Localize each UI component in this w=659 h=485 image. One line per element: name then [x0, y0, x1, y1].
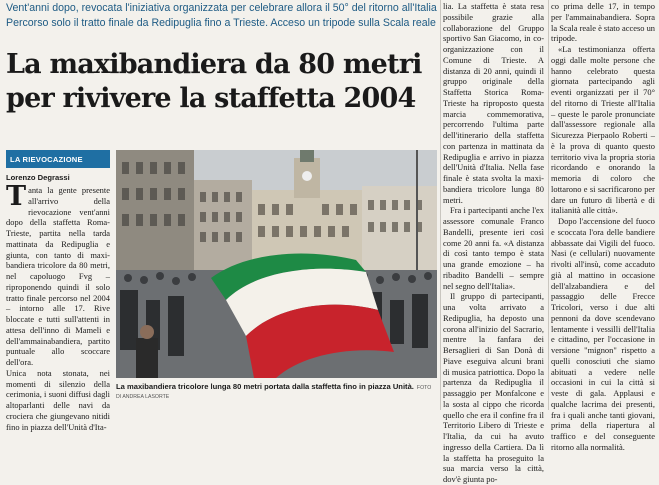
drop-cap: T — [6, 181, 27, 212]
paragraph: Fra i partecipanti anche l'ex assessore comunale Franco Bandelli, presente ieri così come 20 anni fa. «A distanza di così tanto tempo è stata una grande emozione – ha ribadito Bandelli – sempre nel segno dell'Italia». — [443, 205, 544, 291]
headline-line-2: per rivivere la staffetta 2004 — [6, 83, 416, 114]
article-column-4 — [551, 1, 656, 452]
photo-caption — [116, 382, 437, 400]
piazza-unita-photo — [116, 150, 437, 378]
article-kicker: Vent'anni dopo, revocata l'iniziativa organizzata per celebrare allora il 50° del ritorno all'Italia Percorso solo il tratto finale da Redipuglia fino a Trieste. Acceso un tripode sulla Scala reale — [6, 2, 437, 29]
paragraph: Dopo l'accensione del fuoco e scoccata l'ora delle bandiere abbassate dai Vigili del fuoco. Nasi (e cellulari) nuovamente rivolti all'insù, come accaduto già al mattino in occasione dell'alzabandiera e del passaggio delle Frecce Tricolori, verso i due alti pennoni da dove scendevano lentamente i vessilli dell'Italia e cittadino, per l'occasione in versione "mignon" rispetto a quelli conosciuti che siamo abituati a vedere nelle occasioni in cui la città si veste di gala. Applausi e qualche lacrima dei presenti, fra i quali anche tanti giovani, prima della riapertura al traffico e del conseguente ritorno alla normalità. — [551, 216, 655, 452]
article-photo — [116, 150, 437, 378]
column-divider — [440, 0, 441, 410]
paragraph: anta la gente presente all'arrivo della rievocazione vent'anni dopo della staffetta Roma-Trieste, partita nella tarda mattinata da Redipuglia e giunta, con tanto di maxi-bandiera tricolore da 80 metri, nel capoluogo Fvg – riproponendo quindi il solo tratto finale percorso nel 2004 – intorno alle 17. Rive bloccate e tutti sull'attenti in attesa dell'inno di Mameli e dell'ammainabandiera, partito puntuale allo scoccare dell'ora. — [6, 185, 110, 367]
paragraph: «La testimonianza offerta oggi dalle molte persone che hanno celebrato questa giornata partecipando agli eventi organizzati per il 70° del ritorno di Trieste all'Italia – queste le parole pronunciate dall'assessore regionale alla Sicurezza Pierpaolo Roberti – è la prova di quanto questo territorio viva la propria storia ricordando e onorando la memoria di coloro che lottarono e si sacrificarono per dare un futuro di libertà e di italianità alle città». — [551, 44, 655, 216]
paragraph: Il gruppo di partecipanti, una volta arrivato a Redipuglia, ha deposto una corona all'inizio del Sacrario, mentre la fanfara dei Bersaglieri di San Donà di Piave eseguiva alcuni brani di musica patriottica. Dopo la partenza da Redipuglia il passaggio per Monfalcone e la sosta al cippo che ricorda quello che era il confine fra il Territorio Libero di Trieste e l'Italia, da cui ha avuto ingresso della Cartiera. Da lì la staffetta ha proseguito la sua marcia verso la città, dov'è giunta po- — [443, 291, 544, 484]
author-byline: Lorenzo Degrassi — [6, 173, 70, 182]
article-headline — [6, 48, 438, 116]
section-label — [6, 150, 110, 168]
article-column-3 — [443, 1, 544, 484]
column-divider — [548, 0, 549, 410]
section-label-text: LA RIEVOCAZIONE — [10, 154, 83, 164]
article-column-1 — [6, 181, 110, 432]
paragraph: lia. La staffetta è stata resa possibile grazie alla collaborazione del Gruppo sportivo San Giacomo, in co-organizzazione con il Comune di Trieste. A distanza di 20 anni, quindi il gruppo originale della Staffetta Storica Roma-Trieste ha riproposto questa marcia commemorativa, percorrendo l'ultima parte dell'itinerario della staffetta con partenza in mattinata da Redipuglia e arrivo in piazza dell'Unità d'Italia. Nella fase finale è stata svolta la maxi-bandiera tricolore lunga 80 metri. — [443, 1, 544, 205]
headline-line-1: La maxibandiera da 80 metri — [6, 49, 422, 80]
photo-credit: FOTO DI ANDREA LASORTE — [116, 385, 432, 400]
paragraph: co prima delle 17, in tempo per l'ammainabandiera. Sopra la Scala reale è stato acceso un tripode. — [551, 1, 656, 44]
photo-caption-text: La maxibandiera tricolore lunga 80 metri portata dalla staffetta fino in piazza Unità. — [116, 382, 414, 391]
paragraph: Unica nota stonata, nei momenti di silenzio della cerimonia, i suoni diffusi dagli altoparlanti delle navi da crociera che giungevano nitidi fino in piazza dell'Unità d'Ita- — [6, 367, 110, 432]
